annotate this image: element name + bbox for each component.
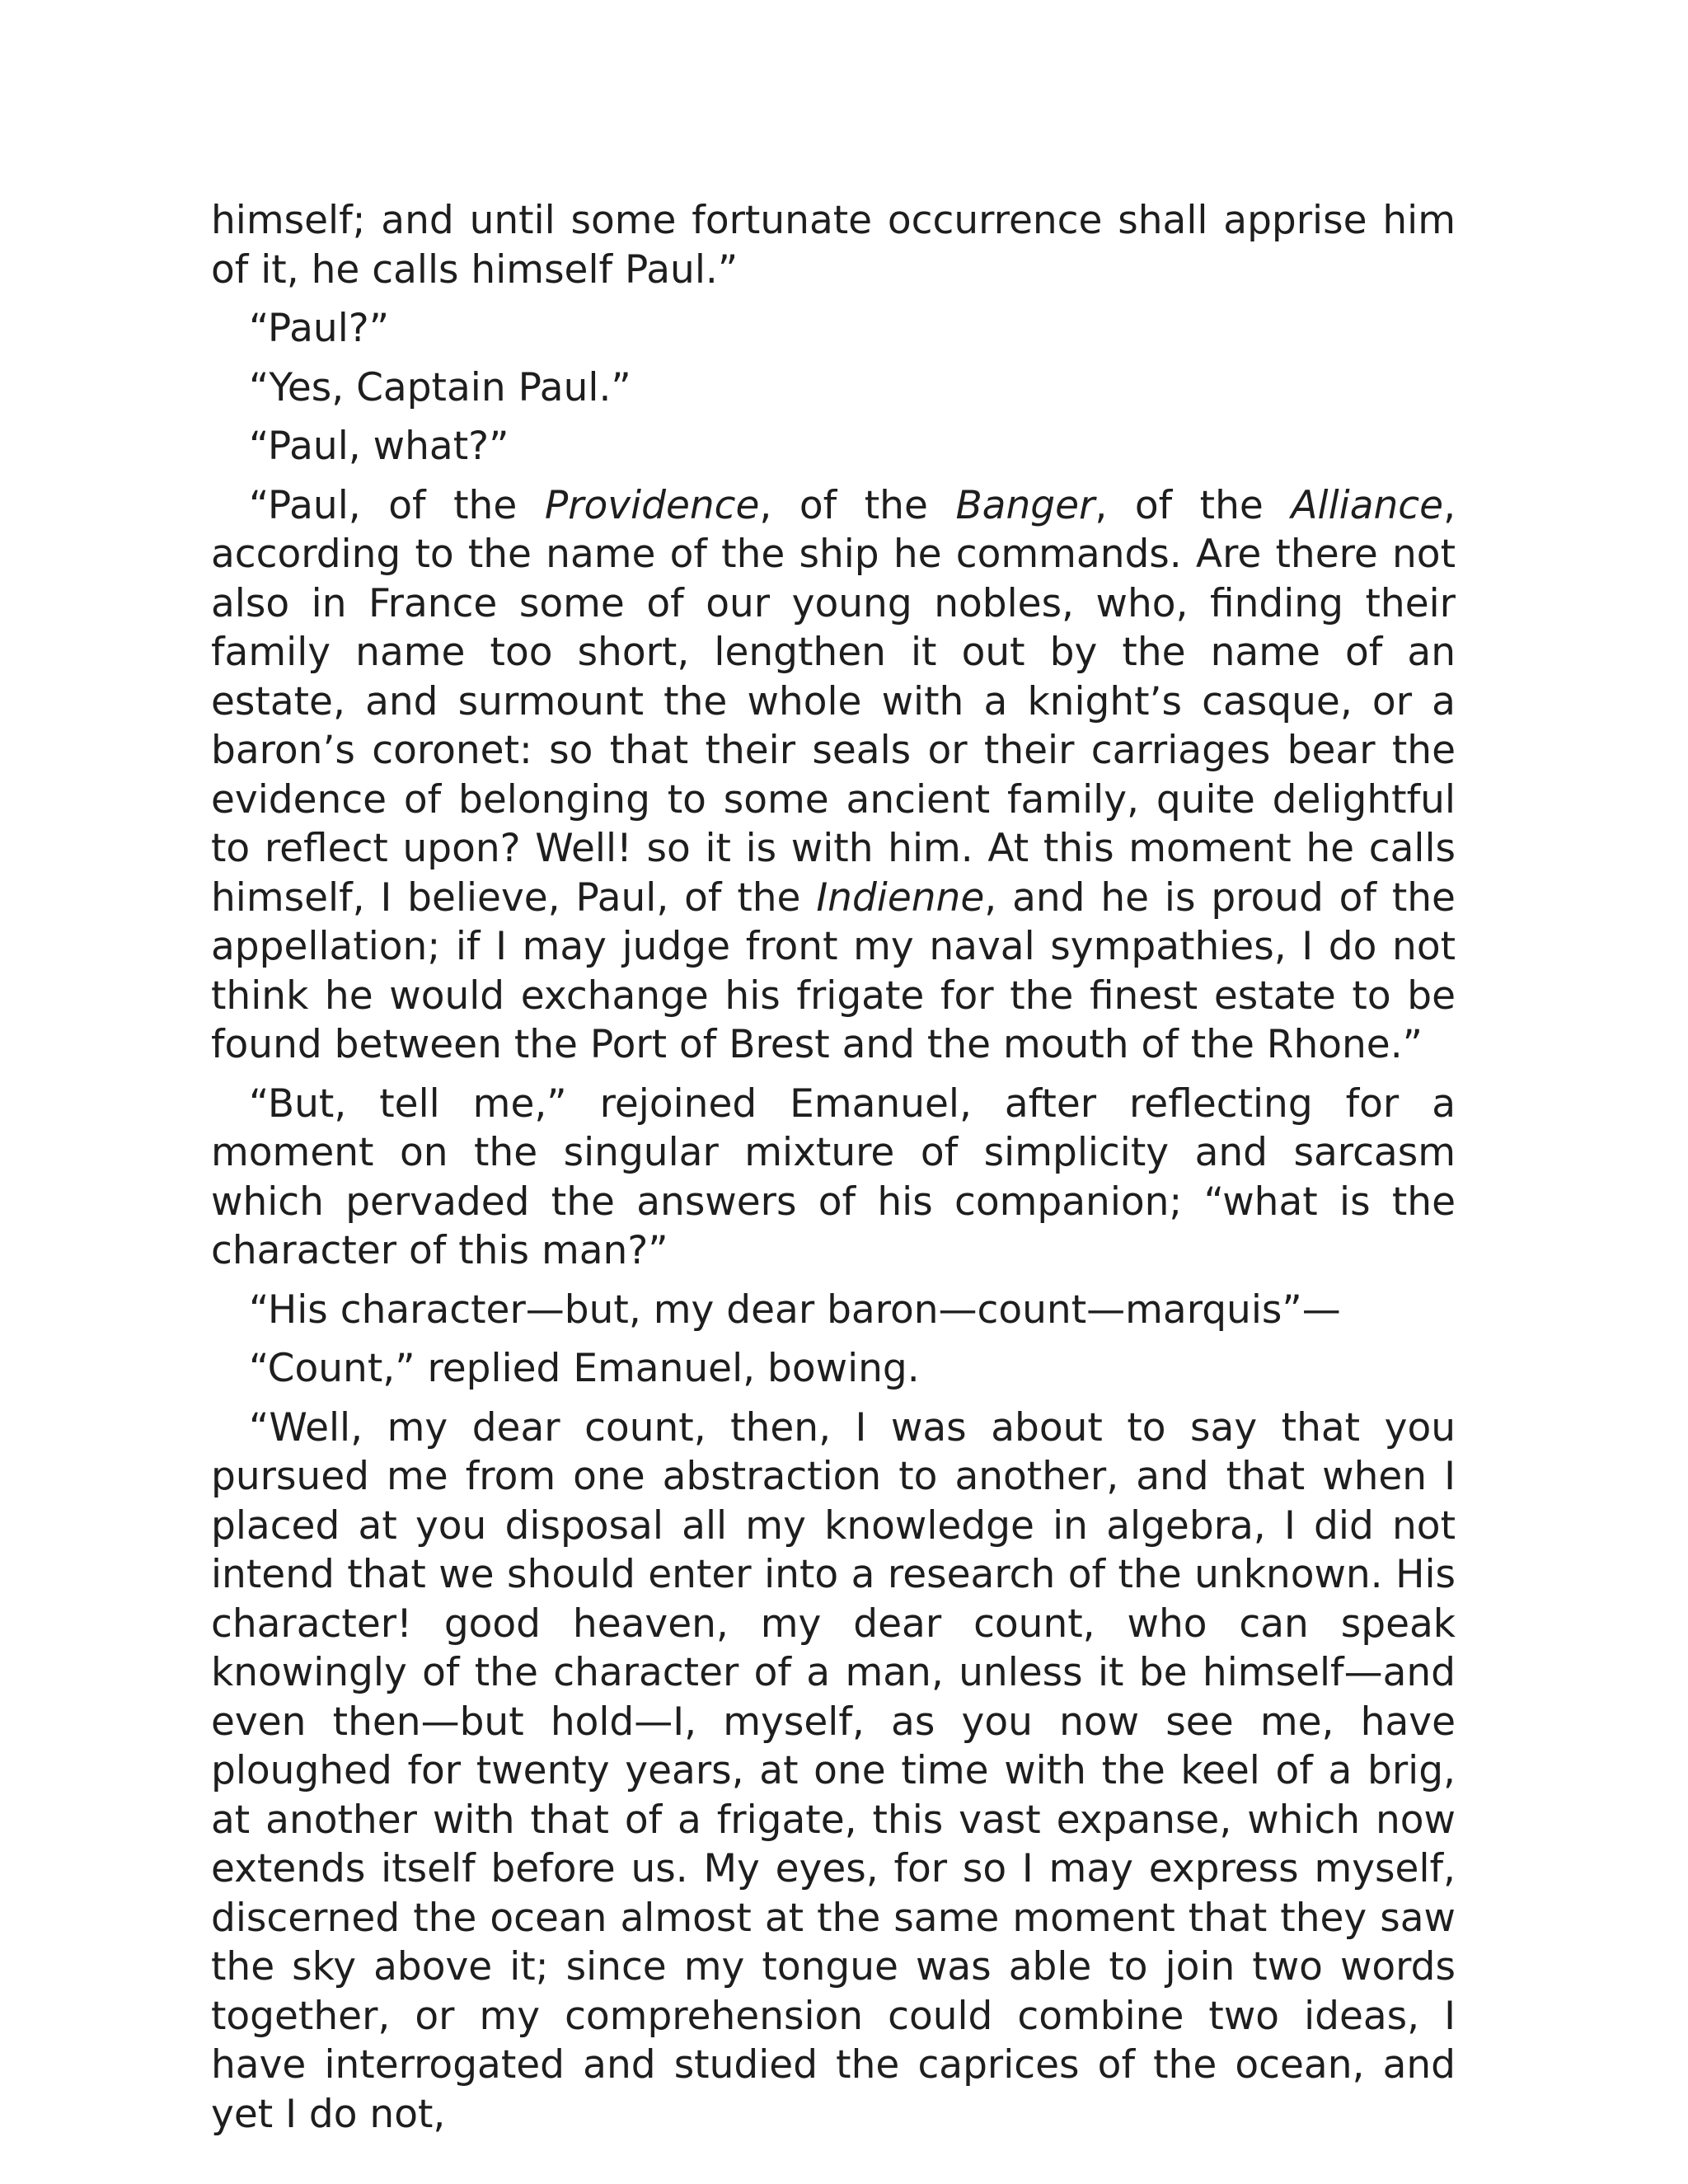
paragraph-text: “Paul, of the — [249, 482, 545, 528]
paragraph-text: , and he is proud of the appellation; if I may judge front my naval sympathies, I do not think he would exchange his frigate for the finest estate to be found between the Port of Brest and the mouth of the Rhone.” — [211, 874, 1456, 1067]
paragraph-3 — [211, 363, 1456, 413]
ship-name-alliance: Alliance — [1291, 482, 1444, 528]
paragraph-text: , of the — [1095, 482, 1292, 528]
paragraph-text: “Yes, Captain Paul.” — [249, 364, 631, 410]
page-body — [211, 196, 1456, 2149]
ship-name-indienne: Indienne — [816, 874, 985, 921]
ship-name-banger: Banger — [955, 482, 1095, 528]
paragraph-text: himself; and until some fortunate occurrence shall apprise him of it, he calls himself Paul.” — [211, 198, 1456, 293]
paragraph-7 — [211, 1286, 1456, 1335]
paragraph-text: “Paul, what?” — [249, 424, 509, 469]
paragraph-2 — [211, 304, 1456, 354]
paragraph-text: “Well, my dear count, then, I was about to say that you pursued me from one abstraction to another, and that when I placed at you disposal all my knowledge in algebra, I did not intend that we should enter into a research of the unknown. His character! good heaven, my dear count, who can speak knowingly of the character of a man, unless it be himself—and even then—but hold—I, myself, as you now see me, have ploughed for twenty years, at one time with the keel of a brig, at another with that of a frigate, this vast expanse, which now extends itself before us. My eyes, for so I may express myself, discerned the ocean almost at the same moment that they saw the sky above it; since my tongue was able to join two words together, or my comprehension could combine two ideas, I have interrogated and studied the caprices of the ocean, and yet I do not, — [211, 1404, 1456, 2137]
paragraph-6 — [211, 1080, 1456, 1276]
paragraph-text: “His character—but, my dear baron—count—marquis”— — [249, 1286, 1341, 1333]
paragraph-5 — [211, 481, 1456, 1070]
paragraph-8 — [211, 1344, 1456, 1394]
paragraph-9 — [211, 1404, 1456, 2139]
paragraph-1 — [211, 196, 1456, 294]
ship-name-providence: Providence — [544, 482, 760, 528]
paragraph-text: “But, tell me,” rejoined Emanuel, after reflecting for a moment on the singular mixture of simplicity and sarcasm which pervaded the answers of his companion; “what is the character of this man?” — [211, 1080, 1456, 1273]
paragraph-text: , according to the name of the ship he commands. Are there not also in France some of our young nobles, who, finding their family name too short, lengthen it out by the name of an estate, and surmount the whole with a knight’s casque, or a baron’s coronet: so that their seals or their carriages bear the evidence of belonging to some ancient family, quite delightful to reflect upon? Well! so it is with him. At this moment he calls himself, I believe, Paul, of the — [211, 482, 1456, 921]
paragraph-text: “Count,” replied Emanuel, bowing. — [249, 1346, 920, 1391]
paragraph-text: , of the — [759, 482, 956, 528]
paragraph-text: “Paul?” — [249, 306, 390, 351]
paragraph-4 — [211, 422, 1456, 471]
